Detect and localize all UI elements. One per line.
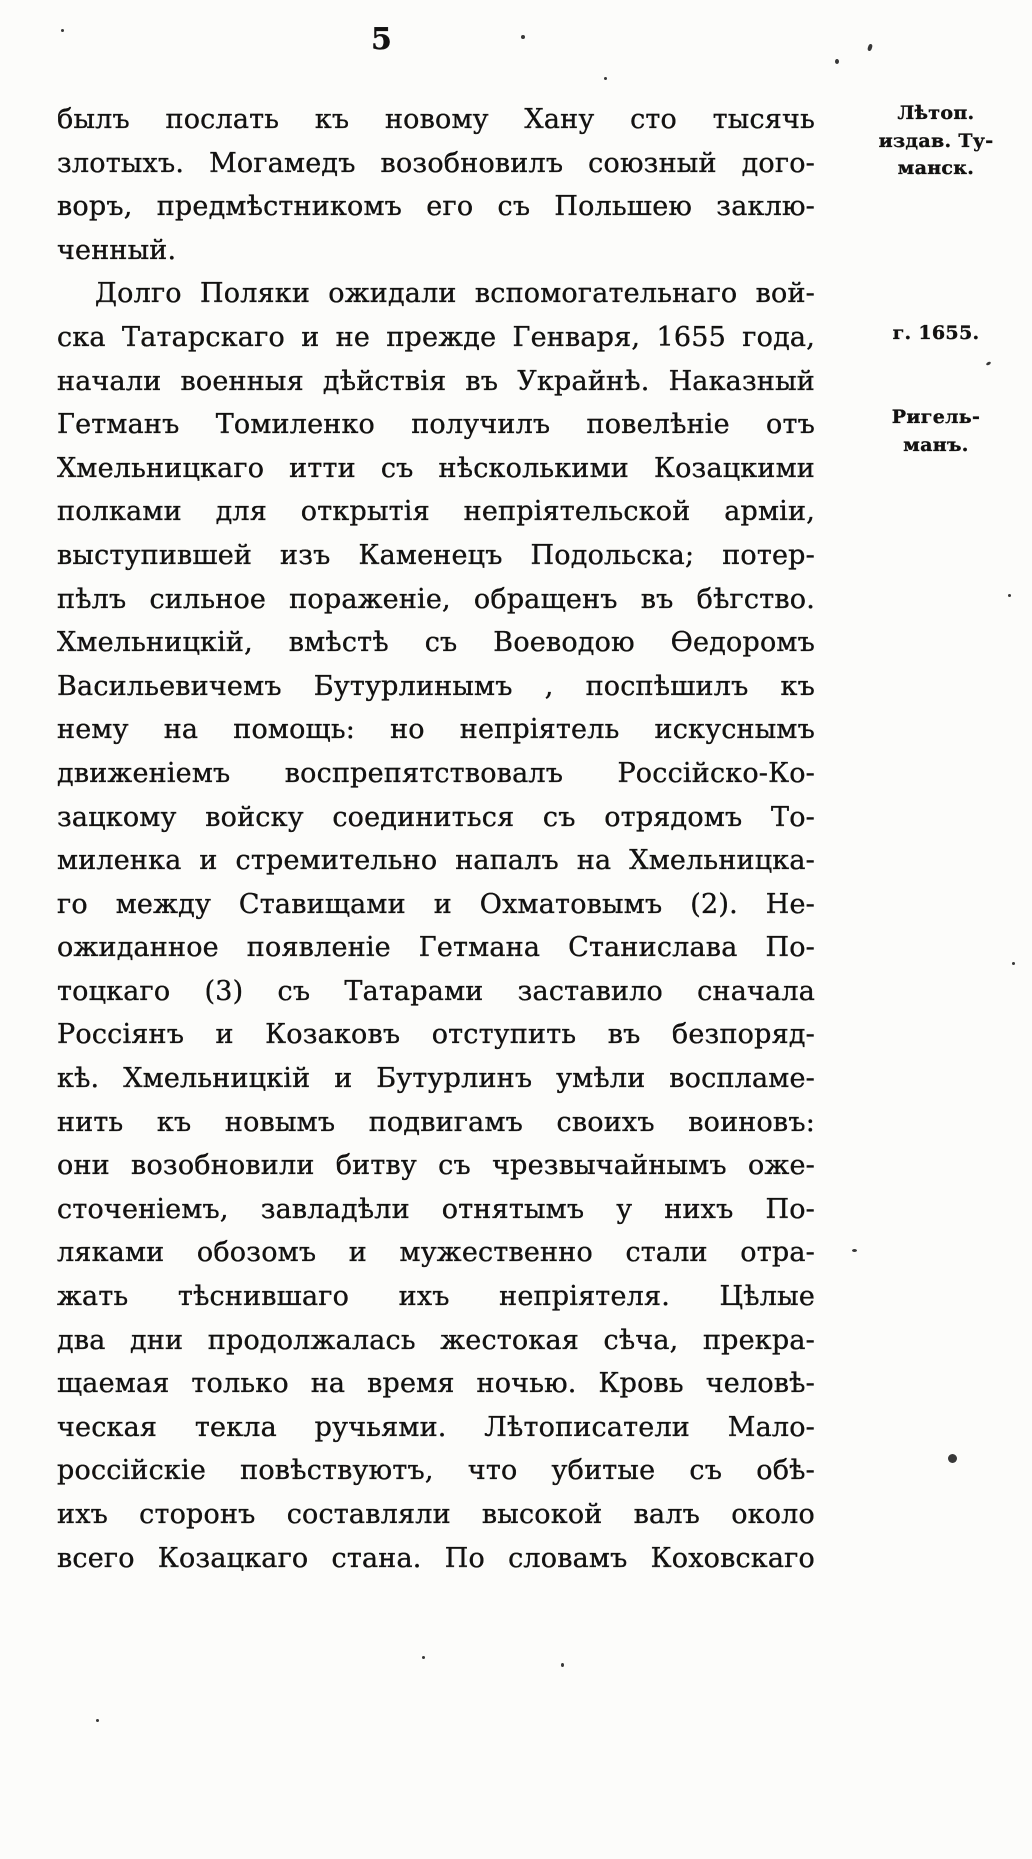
text-line: щаемая только на время ночью. Кровь человѣ-: [57, 1368, 815, 1400]
ink-speck: [422, 1656, 425, 1659]
text-line: Россіянъ и Козаковъ отступить въ безпоряд-: [57, 1019, 815, 1051]
text-line: воръ, предмѣстникомъ его съ Польшею заклю-: [57, 191, 815, 223]
text-line: ченный.: [57, 234, 177, 266]
ink-speck: [867, 44, 873, 52]
ink-speck: [96, 1719, 99, 1722]
margin-note-line: манск.: [897, 157, 975, 179]
text-line: выступившей изъ Каменецъ Подольска; потер-: [57, 539, 815, 571]
text-line: миленка и стремительно напалъ на Хмельницка-: [57, 845, 815, 877]
main-text-block: [57, 98, 815, 1580]
ink-speck: [561, 1663, 564, 1667]
ink-speck: [61, 29, 64, 32]
text-line: сточеніемъ, завладѣли отнятымъ у нихъ По-: [57, 1193, 815, 1225]
ink-speck: [948, 1454, 957, 1463]
ink-speck: [986, 361, 992, 366]
text-line: ляками обозомъ и мужественно стали отра-: [57, 1237, 815, 1269]
ink-speck: [1008, 594, 1011, 597]
margin-note-rigelman-source: [850, 404, 1022, 459]
text-line: го между Ставищами и Охматовымъ (2). Не-: [57, 888, 815, 920]
margin-note-line: Ригель-: [891, 406, 981, 428]
text-line: кѣ. Хмельницкій и Бутурлинъ умѣли воспламе-: [57, 1063, 815, 1095]
margin-note-chronicle-source: [850, 100, 1022, 183]
text-line: всего Козацкаго стана. По словамъ Коховскаго: [57, 1542, 815, 1574]
text-line: Хмельницкаго итти съ нѣсколькими Козацкими: [57, 452, 815, 484]
text-line: Гетманъ Томиленко получилъ повелѣніе отъ: [57, 409, 815, 441]
text-line: ихъ сторонъ составляли высокой валъ около: [57, 1499, 815, 1530]
ink-speck: [521, 35, 525, 39]
margin-note-line: издав. Ту-: [878, 129, 994, 152]
text-line: нить къ новымъ подвигамъ своихъ воиновъ:: [57, 1106, 815, 1138]
text-line: россійскіе повѣствуютъ, что убитые съ обѣ-: [57, 1455, 815, 1487]
ink-speck: [835, 59, 839, 64]
ink-speck: [604, 77, 607, 80]
text-line: тоцкаго (3) съ Татарами заставило сначала: [57, 975, 815, 1007]
text-line: зацкому войску соединиться съ отрядомъ То-: [57, 801, 815, 833]
margin-note-year: [850, 320, 1022, 348]
text-line: нему на помощь: но непріятель искуснымъ: [57, 714, 815, 746]
text-line: Хмельницкій, вмѣстѣ съ Воеводою Ѳедоромъ: [57, 627, 815, 659]
text-line: жать тѣснившаго ихъ непріятеля. Цѣлые: [57, 1281, 815, 1313]
text-line: злотыхъ. Могамедъ возобновилъ союзный дого-: [57, 147, 815, 179]
text-line: былъ послать къ новому Хану сто тысячь: [57, 104, 815, 135]
text-line: движеніемъ воспрепятствовалъ Россійско-Ко-: [57, 757, 815, 789]
text-line: ческая текла ручьями. Лѣтописатели Мало-: [57, 1411, 815, 1443]
margin-note-line: манъ.: [903, 433, 969, 456]
text-line: полками для открытія непріятельской арміи,: [57, 496, 815, 528]
text-line: Долго Поляки ожидали вспомогательнаго вой-: [95, 278, 815, 310]
text-line: ожиданное появленіе Гетмана Станислава По-: [57, 932, 815, 964]
page-number: 5: [371, 22, 392, 57]
text-line: они возобновили битву съ чрезвычайнымъ оже-: [57, 1150, 815, 1182]
ink-speck: [1012, 962, 1015, 965]
margin-note-line: Лѣтоп.: [897, 102, 975, 124]
text-line: ска Татарскаго и не прежде Генваря, 1655 года,: [57, 321, 815, 353]
text-line: пѣлъ сильное пораженіе, обращенъ въ бѣгство.: [57, 583, 815, 615]
text-line: начали военныя дѣйствія въ Украйнѣ. Наказный: [57, 365, 815, 397]
text-line: два дни продолжалась жестокая сѣча, прекра-: [57, 1324, 815, 1356]
margin-note-line: г. 1655.: [892, 322, 980, 344]
text-line: Васильевичемъ Бутурлинымъ , поспѣшилъ къ: [57, 670, 815, 702]
ink-speck: [852, 1249, 857, 1252]
